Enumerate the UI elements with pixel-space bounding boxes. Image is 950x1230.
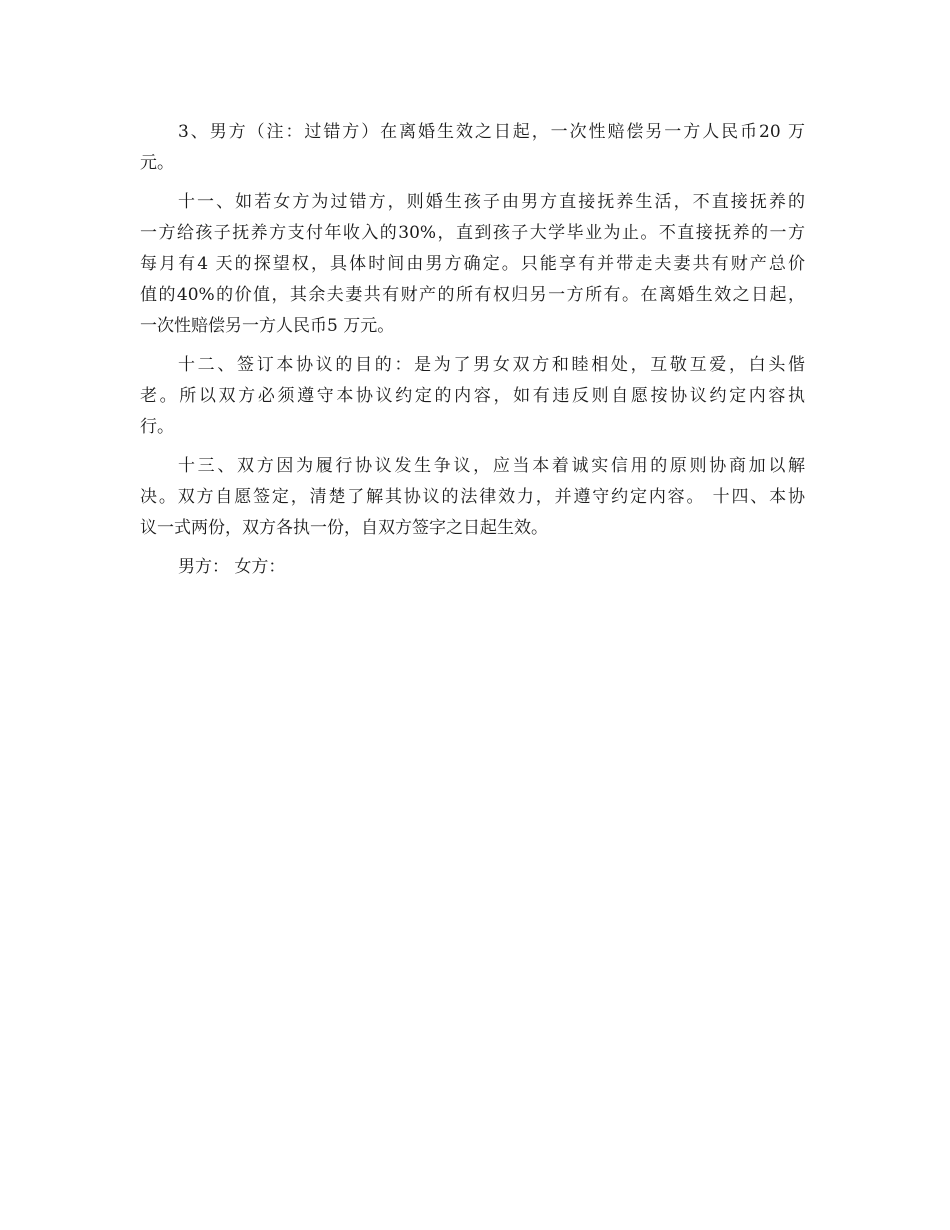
paragraph-line: 十三、双方因为履行协议发生争议，应当本着诚实信用的原则协商加以解 xyxy=(178,456,805,476)
clause-11-paragraph xyxy=(140,187,805,342)
paragraph-line: 十一、如若女方为过错方，则婚生孩子由男方直接抚养生活，不直接抚养的 xyxy=(178,192,805,212)
paragraph-line: 老。所以双方必须遵守本协议约定的内容，如有违反则自愿按协议约定内容执 xyxy=(140,386,805,406)
clause-13-paragraph xyxy=(140,451,805,544)
document-body xyxy=(140,117,805,583)
paragraph-line: 值的40%的价值，其余夫妻共有财产的所有权归另一方所有。在离婚生效之日起， xyxy=(140,285,805,305)
paragraph-line: 一次性赔偿另一方人民币5 万元。 xyxy=(140,316,395,336)
paragraph-line: 十二、签订本协议的目的：是为了男女双方和睦相处，互敬互爱，白头偕 xyxy=(178,355,805,375)
paragraph-line: 一方给孩子抚养方支付年收入的30%，直到孩子大学毕业为止。不直接抚养的一方 xyxy=(140,223,805,243)
paragraph-line: 决。双方自愿签定，清楚了解其协议的法律效力，并遵守约定内容。 十四、本协 xyxy=(140,487,805,507)
paragraph-line: 行。 xyxy=(140,417,174,437)
paragraph-line: 3、男方（注：过错方）在离婚生效之日起，一次性赔偿另一方人民币20 万 xyxy=(178,122,805,142)
paragraph-line: 元。 xyxy=(140,153,174,173)
clause-12-paragraph xyxy=(140,350,805,443)
clause-3-paragraph xyxy=(140,117,805,179)
paragraph-line: 议一式两份，双方各执一份，自双方签字之日起生效。 xyxy=(140,518,548,538)
signature-labels: 男方： 女方： xyxy=(178,557,286,577)
signature-line xyxy=(140,552,805,583)
paragraph-line: 每月有4 天的探望权，具体时间由男方确定。只能享有并带走夫妻共有财产总价 xyxy=(140,254,805,274)
